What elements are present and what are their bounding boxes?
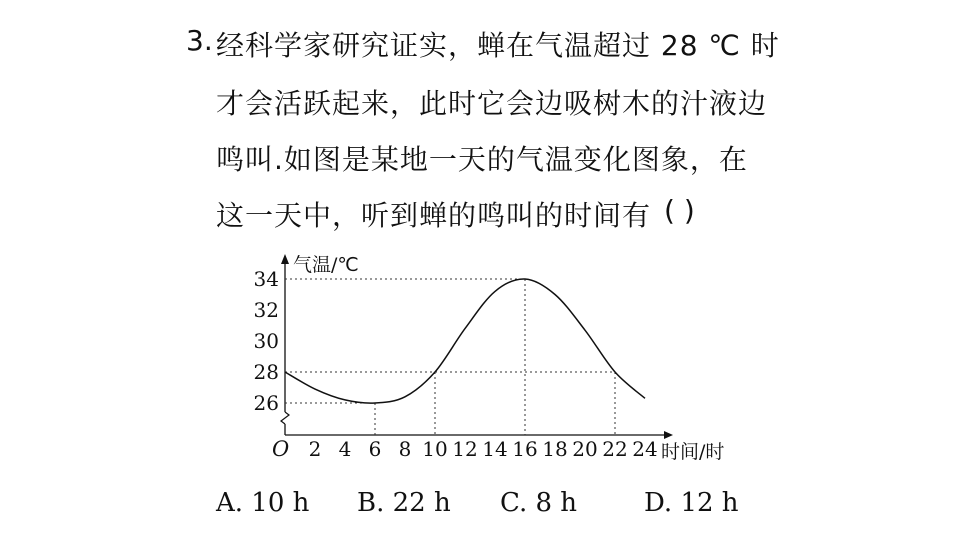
- question-line-4: 这一天中，听到蝉的鸣叫的时间有: [216, 199, 652, 232]
- x-tick-label: 8: [398, 437, 412, 461]
- x-tick-label: 20: [572, 437, 598, 461]
- origin-label: O: [272, 437, 290, 461]
- temperature-curve: [285, 279, 645, 403]
- y-tick-label: 30: [253, 329, 279, 353]
- y-tick-label: 26: [253, 391, 279, 415]
- x-tick-label: 16: [512, 437, 538, 461]
- y-axis-arrow: [281, 254, 289, 264]
- x-tick-label: 12: [452, 437, 478, 461]
- x-tick-label: 14: [482, 437, 508, 461]
- x-axis-arrow: [664, 431, 673, 439]
- x-tick-label: 24: [632, 437, 658, 461]
- y-tick-label: 32: [253, 298, 279, 322]
- option-c[interactable]: C. 8 h: [500, 488, 578, 518]
- question-number: 3.: [186, 24, 213, 57]
- x-axis-label: 时间/时: [661, 441, 725, 463]
- x-tick-label: 2: [308, 437, 322, 461]
- x-tick-label: 22: [602, 437, 628, 461]
- x-tick-label: 10: [422, 437, 448, 461]
- answer-parentheses: ( ): [664, 194, 695, 227]
- question-line-3: 鸣叫.如图是某地一天的气温变化图象，在: [216, 143, 748, 176]
- option-a[interactable]: A. 10 h: [216, 488, 310, 518]
- question-line-2: 才会活跃起来，此时它会边吸树木的汁液边: [216, 87, 768, 120]
- y-axis-label: 气温/℃: [293, 254, 359, 276]
- x-tick-label: 4: [338, 437, 352, 461]
- question-line-1: 经科学家研究证实，蝉在气温超过 28 ℃ 时: [216, 29, 780, 62]
- option-d[interactable]: D. 12 h: [644, 488, 739, 518]
- option-b[interactable]: B. 22 h: [357, 488, 451, 518]
- y-axis-break: [281, 412, 289, 424]
- y-tick-label: 28: [253, 360, 279, 384]
- y-tick-label: 34: [253, 267, 279, 291]
- x-tick-label: 6: [368, 437, 382, 461]
- x-tick-label: 18: [542, 437, 568, 461]
